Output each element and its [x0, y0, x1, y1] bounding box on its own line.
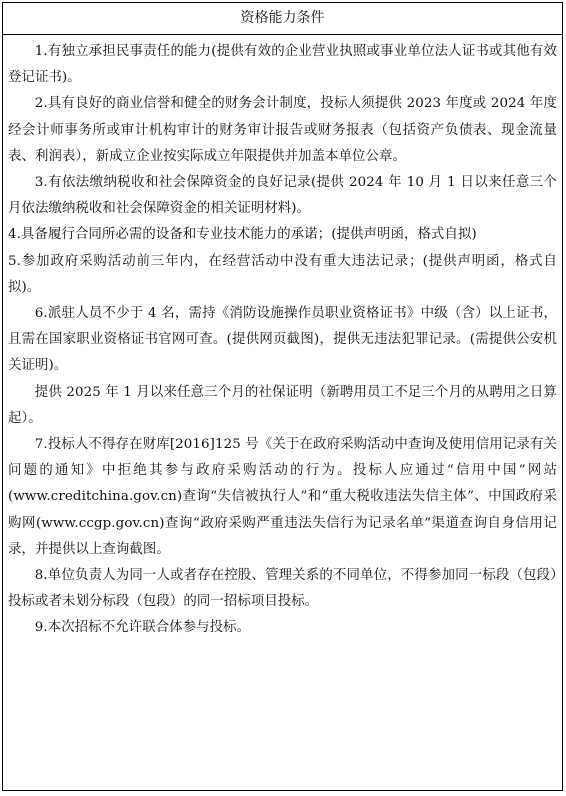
table-header: 资格能力条件 [3, 3, 562, 35]
requirement-item-3: 3.有依法缴纳税收和社会保障资金的良好记录(提供 2024 年 10 月 1 日以来任意三个月依法缴纳税收和社会保障资金的相关证明材料)。 [8, 175, 557, 217]
requirement-item-1: 1.有独立承担民事责任的能力(提供有效的企业营业执照或事业单位法人证书或其他有效登记证书)。 [8, 44, 557, 86]
requirement-item-7: 7.投标人不得存在财库[2016]125 号《关于在政府采购活动中查询及使用信用记录有关问题的通知》中拒绝其参与政府采购活动的行为。投标人应通过“信用中国”网站(www.creditchina.gov.cn)查询“失信被执行人”和“重大税收违法失信主体”、中国政府采购网(www.ccgp.gov.cn)查询“政府采购严重违法失信行为记录名单”渠道查询自身信用记录，并提供以上查询截图。 [8, 437, 557, 557]
requirement-item-2: 2.具有良好的商业信誉和健全的财务会计制度，投标人须提供 2023 年度或 2024 年度经会计师事务所或审计机构审计的财务审计报告或财务报表（包括资产负债表、现金流量表、利润表），新成立企业按实际成立年限提供并加盖本单位公章。 [8, 96, 557, 164]
requirement-item-6-social-security: 提供 2025 年 1 月以来任意三个月的社保证明（新聘用员工不足三个月的从聘用之日算起）。 [8, 384, 557, 426]
qualification-table [2, 2, 563, 791]
requirement-item-5: 5.参加政府采购活动前三年内，在经营活动中没有重大违法记录；(提供声明函，格式自拟)。 [8, 253, 557, 295]
requirement-item-9: 9.本次招标不允许联合体参与投标。 [34, 620, 251, 636]
requirement-item-4: 4.具备履行合同所必需的设备和专业技术能力的承诺；(提供声明函，格式自拟) [8, 227, 477, 243]
requirement-item-8: 8.单位负责人为同一人或者存在控股、管理关系的不同单位，不得参加同一标段（包段）投标或者未划分标段（包段）的同一招标项目投标。 [8, 568, 557, 610]
requirement-item-6: 6.派驻人员不少于 4 名，需持《消防设施操作员职业资格证书》中级（含）以上证书，且需在国家职业资格证书官网可查。(提供网页截图)，提供无违法犯罪记录。(需提供公安机关证明)。 [8, 306, 557, 374]
table-body [3, 35, 562, 642]
